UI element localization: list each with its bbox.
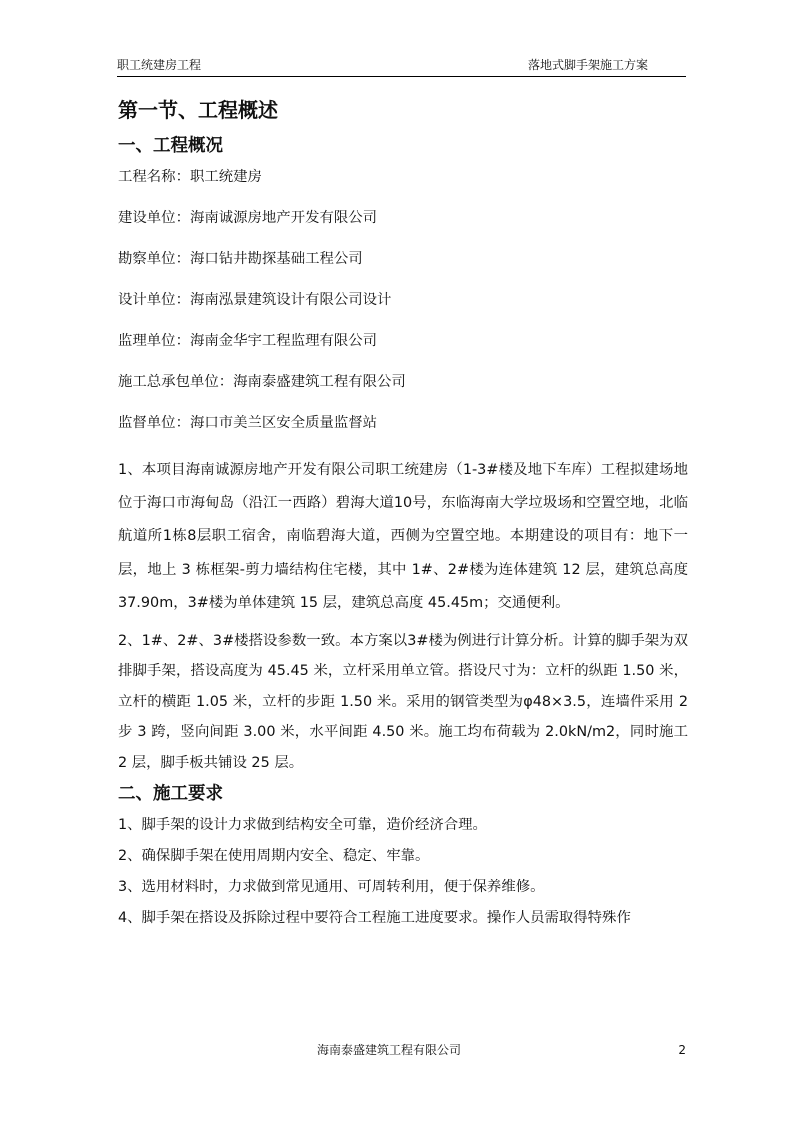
project-name-line: 工程名称：职工统建房 (118, 169, 262, 185)
page-footer (117, 1041, 686, 1061)
footer-company: 海南泰盛建筑工程有限公司 (317, 1043, 462, 1057)
scaffold-parameters-paragraph: 2、1#、2#、3#楼搭设参数一致。本方案以3#楼为例进行计算分析。计算的脚手架为双排脚手架，搭设高度为 45.45 米，立杆采用单立管。搭设尺寸为：立杆的纵距 1.50 米，立杆的横距 1.05 米，立杆的步距 1.50 米。采用的钢管类型为φ48×3.5，连墙件采用 2 步 3 跨，竖向间距 3.00 米，水平间距 4.50 米。施工均布荷载为 2.0kN/m2，同时施工 2 层，脚手板共铺设 25 层。 (118, 633, 688, 771)
design-unit-line: 设计单位：海南泓景建筑设计有限公司设计 (118, 292, 392, 308)
page-number: 2 (678, 1043, 686, 1057)
project-description-paragraph: 1、本项目海南诚源房地产开发有限公司职工统建房（1-3#楼及地下车库）工程拟建场地位于海口市海甸岛（沿江一西路）碧海大道10号，东临海南大学垃圾场和空置空地，北临航道所1栋8层职工宿舍，南临碧海大道，西侧为空置空地。本期建设的项目有：地下一层，地上 3 栋框架-剪力墙结构住宅楼，其中 1#、2#楼为连体建筑 12 层，建筑总高度 37.90m，3#楼为单体建筑 15 层，建筑总高度 45.45m；交通便利。 (118, 462, 688, 611)
contractor-line: 施工总承包单位：海南泰盛建筑工程有限公司 (118, 374, 406, 390)
survey-unit-line: 勘察单位：海口钻井勘探基础工程公司 (118, 251, 363, 267)
requirements-heading: 二、施工要求 (118, 784, 223, 805)
developer-line: 建设单位：海南诚源房地产开发有限公司 (118, 210, 378, 226)
page-header (117, 56, 686, 77)
requirement-item: 4、脚手架在搭设及拆除过程中要符合工程施工进度要求。操作人员需取得特殊作 (118, 910, 631, 927)
supervision-unit-line: 监理单位：海南金华宇工程监理有限公司 (118, 333, 378, 349)
requirement-item: 3、选用材料时，力求做到常见通用、可周转利用，便于保养维修。 (118, 879, 545, 896)
requirement-item: 1、脚手架的设计力求做到结构安全可靠，造价经济合理。 (118, 817, 487, 834)
inspection-station-line: 监督单位：海口市美兰区安全质量监督站 (118, 415, 378, 431)
section-title: 第一节、工程概述 (118, 98, 278, 122)
requirement-item: 2、确保脚手架在使用周期内安全、稳定、牢靠。 (118, 848, 430, 865)
header-document-title: 落地式脚手架施工方案 (527, 58, 648, 72)
header-project-name: 职工统建房工程 (117, 58, 202, 72)
overview-heading: 一、工程概况 (118, 136, 223, 156)
document-body (118, 95, 688, 934)
